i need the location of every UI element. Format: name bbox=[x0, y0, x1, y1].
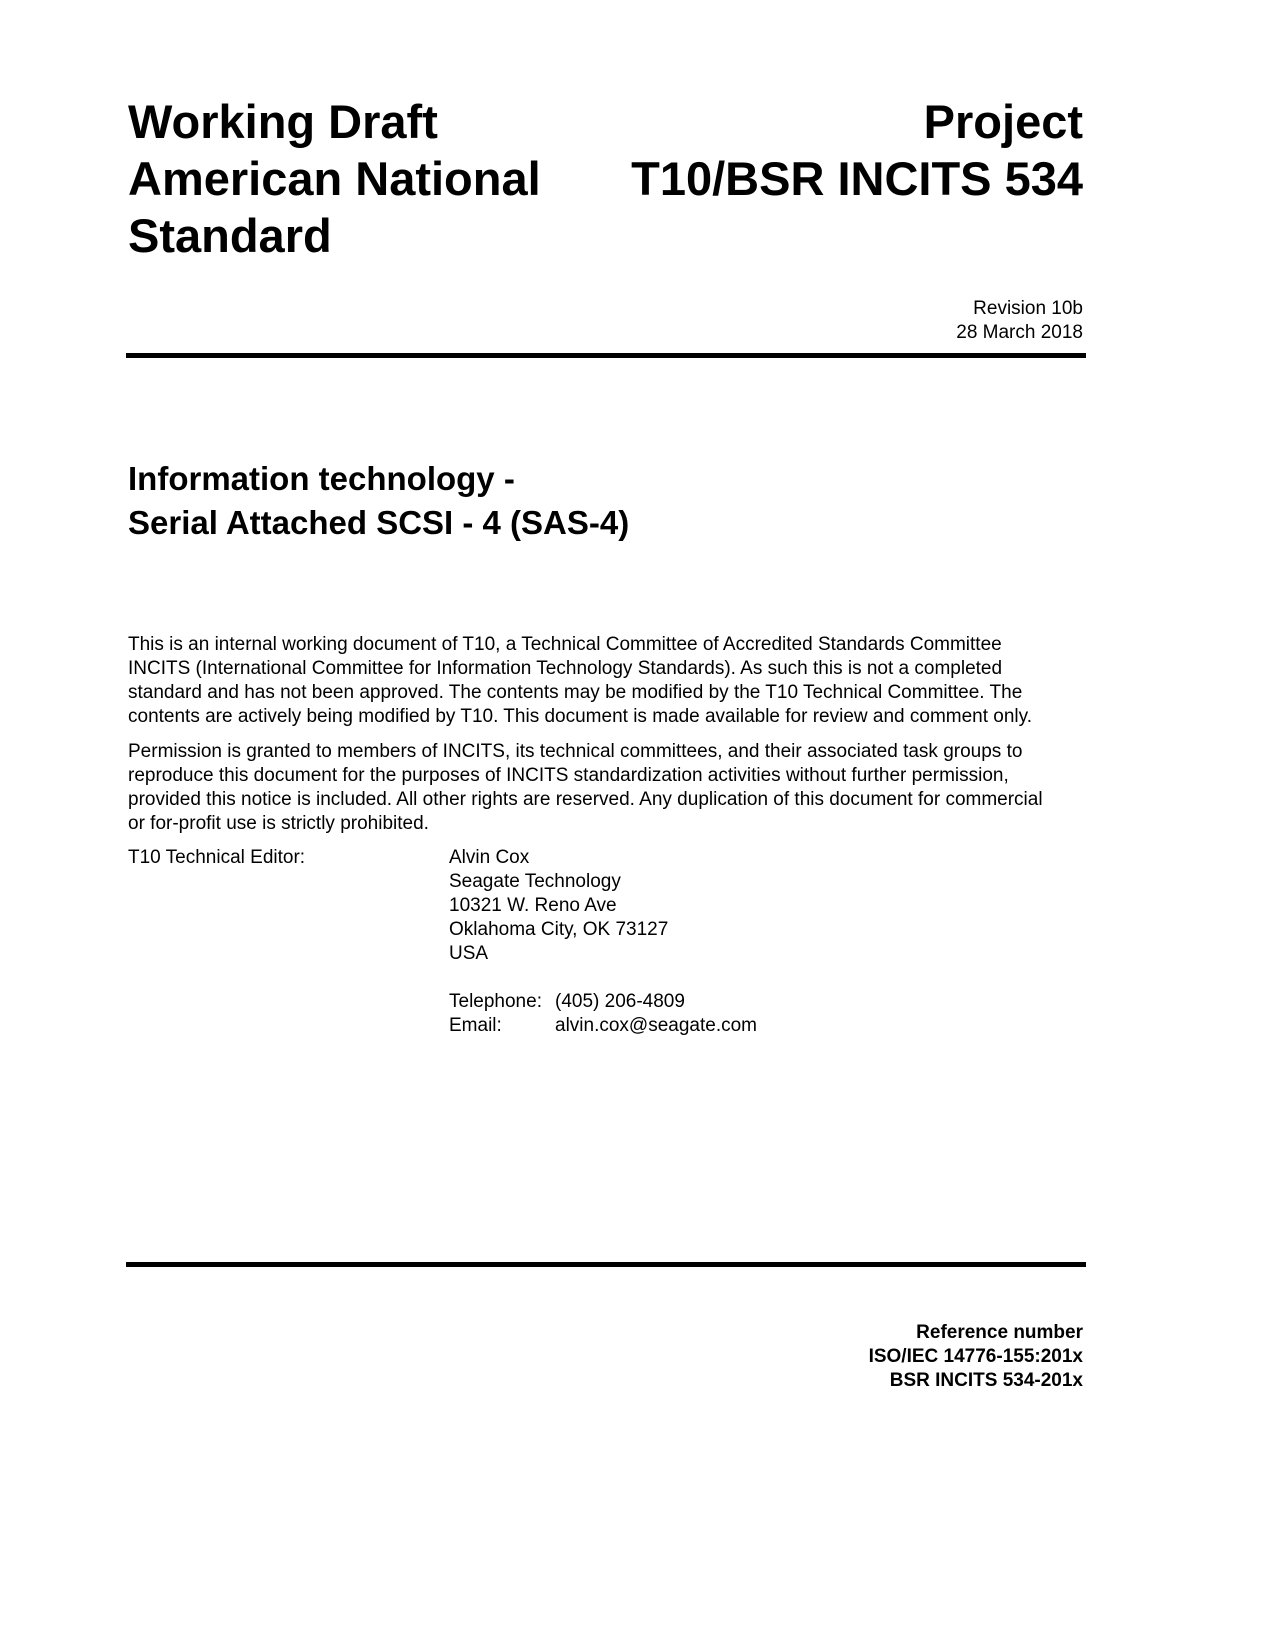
telephone-row bbox=[449, 990, 757, 1014]
editor-street: 10321 W. Reno Ave bbox=[449, 895, 617, 916]
revision-date: 28 March 2018 bbox=[956, 322, 1083, 343]
top-divider bbox=[126, 353, 1086, 358]
heading-line: T10/BSR INCITS 534 bbox=[631, 152, 1083, 205]
revision-info bbox=[956, 297, 1083, 345]
editor-contact bbox=[449, 846, 757, 1038]
editor-company: Seagate Technology bbox=[449, 871, 621, 892]
reference-label: Reference number bbox=[916, 1322, 1083, 1343]
reference-bsr: BSR INCITS 534-201x bbox=[889, 1370, 1083, 1391]
title-line: Serial Attached SCSI - 4 (SAS-4) bbox=[128, 504, 630, 541]
heading-line: American National bbox=[128, 152, 541, 205]
text-line: This is an internal working document of T10, a Technical Committee of Accredited Standards Committee bbox=[128, 634, 1002, 655]
title-line: Information technology - bbox=[128, 460, 515, 497]
email-row bbox=[449, 1014, 757, 1038]
heading-line: Working Draft bbox=[128, 95, 438, 148]
email-label: Email: bbox=[449, 1015, 502, 1036]
text-line: reproduce this document for the purposes of INCITS standardization activities without further permission, bbox=[128, 765, 1009, 786]
editor-country: USA bbox=[449, 943, 489, 964]
editor-city: Oklahoma City, OK 73127 bbox=[449, 919, 669, 940]
notice-paragraph-2 bbox=[128, 740, 1088, 836]
text-line: provided this notice is included. All other rights are reserved. Any duplication of this document for commercial bbox=[128, 789, 1043, 810]
text-line: or for-profit use is strictly prohibited. bbox=[128, 813, 429, 834]
heading-line: Standard bbox=[128, 209, 332, 262]
bottom-divider bbox=[126, 1262, 1086, 1267]
revision-number: Revision 10b bbox=[973, 298, 1083, 319]
reference-iso: ISO/IEC 14776-155:201x bbox=[868, 1346, 1083, 1367]
text-line: INCITS (International Committee for Information Technology Standards). As such this is not a completed bbox=[128, 658, 1003, 679]
telephone-label: Telephone: bbox=[449, 991, 542, 1012]
spacer bbox=[449, 966, 757, 990]
document-type-heading bbox=[128, 93, 541, 264]
email-value[interactable]: alvin.cox@seagate.com bbox=[555, 1015, 757, 1036]
reference-number-block bbox=[869, 1321, 1083, 1393]
text-line: standard and has not been approved. The contents may be modified by the T10 Technical Committee. The bbox=[128, 682, 1023, 703]
telephone-value: (405) 206-4809 bbox=[555, 991, 685, 1012]
notice-paragraph-1 bbox=[128, 633, 1088, 729]
editor-label: T10 Technical Editor: bbox=[128, 847, 306, 868]
text-line: Permission is granted to members of INCITS, its technical committees, and their associated task groups to bbox=[128, 741, 1023, 762]
editor-name: Alvin Cox bbox=[449, 847, 530, 868]
document-title bbox=[128, 457, 629, 545]
text-line: contents are actively being modified by T10. This document is made available for review and comment only. bbox=[128, 706, 1033, 727]
heading-line: Project bbox=[923, 95, 1083, 148]
project-heading bbox=[631, 93, 1083, 207]
